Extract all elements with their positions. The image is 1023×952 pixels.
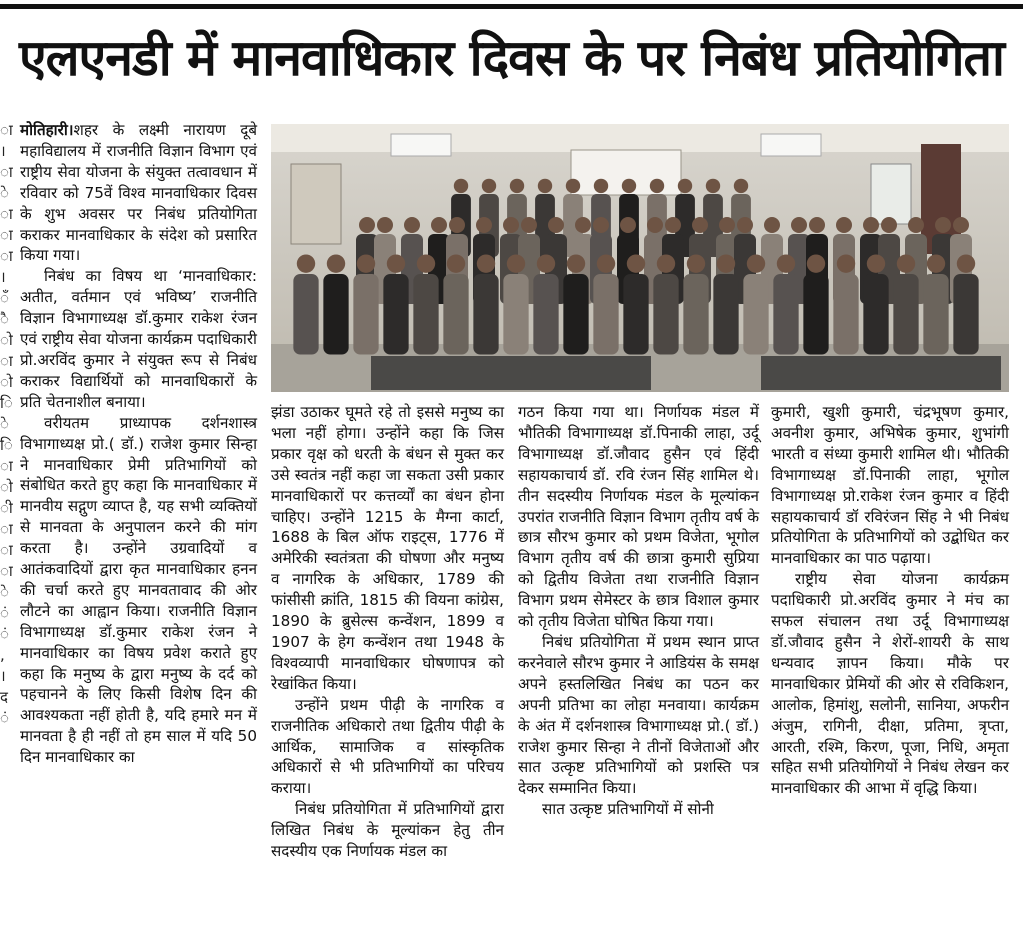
person-head xyxy=(447,254,465,272)
person-head xyxy=(719,217,735,233)
article-column-2 xyxy=(271,402,504,950)
person-head xyxy=(327,254,345,272)
person-head xyxy=(734,179,748,193)
bleed-char: ो xyxy=(0,373,13,391)
person-figure xyxy=(893,274,918,355)
person-head xyxy=(809,217,825,233)
person-figure xyxy=(803,274,828,355)
person-head xyxy=(935,217,951,233)
person-figure xyxy=(683,274,708,355)
person-head xyxy=(807,254,825,272)
bleed-char: े xyxy=(0,184,9,202)
person-head xyxy=(431,217,447,233)
bleed-char: ा xyxy=(0,457,13,475)
person-head xyxy=(717,254,735,272)
bleed-char: ा xyxy=(0,121,13,139)
person-head xyxy=(521,217,537,233)
person-head xyxy=(575,217,591,233)
bleed-char: । xyxy=(0,268,6,286)
bleed-char: ा xyxy=(0,205,13,223)
person-figure xyxy=(743,274,768,355)
article-column-4 xyxy=(771,402,1009,950)
person-head xyxy=(417,254,435,272)
bleed-char: ी xyxy=(0,499,13,517)
person-head xyxy=(476,217,492,233)
bleed-char: े xyxy=(0,583,9,601)
column-paragraph: निबंध प्रतियोगिता में प्रतिभागियों द्वारा लिखित निबंध के मूल्यांकन हेतु तीन सदस्यीय एक निर्णायक मंडल का xyxy=(271,800,504,861)
bleed-char: ा xyxy=(0,352,13,370)
person-head xyxy=(836,217,852,233)
person-figure xyxy=(623,274,648,355)
person-head xyxy=(622,179,636,193)
column-paragraph: राष्ट्रीय सेवा योजना कार्यक्रम पदाधिकारी प्रो.अरविंद कुमार ने मंच का सफल संचालन तथा उर्दू विभागाध्यक्ष डॉ.जौवाद हुसैन ने शेरों-शायरी के साथ धन्यवाद ज्ञापन किया। मौके पर मानवाधिकार प्रेमियों की ओर से रविकिशन, आलोक, हिमांशु, सलोनी, सानिया, अफरीन अंजुम, रागिनी, दीक्षा, प्रतिमा, त्रृप्ता, आरती, रश्मि, किरण, पूजा, निधि, अमृता सहित सभी प्रतियोगियों ने निबंध लेखन कर मानवाधिकार की आभा में वृद्धि किया। xyxy=(771,570,1009,798)
person-head xyxy=(507,254,525,272)
person-head xyxy=(548,217,564,233)
person-head xyxy=(737,217,753,233)
person-figure xyxy=(563,274,588,355)
person-head xyxy=(791,217,807,233)
person-head xyxy=(665,217,681,233)
column-paragraph: कुमारी, खुशी कुमारी, चंद्रभूषण कुमार, अवनीश कुमार, अभिषेक कुमार, शुभांगी भारती व संध्या कुमारी शामिल थी। भौतिकी विभागाध्यक्ष डॉ.पिनाकी लाहा, भूगोल विभागाध्यक्ष प्रो.राकेश रंजन कुमार व हिंदी सहायकाचार्य डॉ रविरंजन सिंह ने भी निबंध प्रतियोगिता के प्रतिभागियों को उद्बोधित कर मानवाधिकार का पाठ पढ़ाया। xyxy=(771,403,1009,568)
person-head xyxy=(867,254,885,272)
person-head xyxy=(566,179,580,193)
column-paragraph: झंडा उठाकर घूमते रहे तो इससे मनुष्य का भला नहीं होगा। उन्होंने कहा कि जिस प्रकार वृक्ष को धरती के बंधन से मुक्त कर उसे स्वतंत्र नहीं कहा जा सकता उसी प्रकार मानवाधिकारों पर कत्तर्व्यों का बंधन होना चाहिए। उन्होंने 1215 के मैग्ना कार्टा, 1688 के बिल ऑफ राइट्स, 1776 में अमेरिकी स्वतंत्रता की घोषणा और मनुष्य व नागरिक के अधिकार, 1789 की फांसीसी क्रांति, 1815 की वियना कांग्रेस, 1890 के ब्रुसेल्स कन्वेंशन, 1899 व 1907 के हेग कन्वेंशन तथा 1948 के विश्वव्यापी मानवाधिकार घोषणापत्र को रेखांकित किया। xyxy=(271,403,504,693)
person-head xyxy=(908,217,924,233)
person-head xyxy=(359,217,375,233)
person-head xyxy=(503,217,519,233)
person-head xyxy=(647,217,663,233)
person-head xyxy=(387,254,405,272)
person-head xyxy=(777,254,795,272)
person-figure xyxy=(923,274,948,355)
person-figure xyxy=(323,274,348,355)
bleed-char: ि xyxy=(0,436,13,454)
person-head xyxy=(477,254,495,272)
person-figure xyxy=(353,274,378,355)
bleed-char: ा xyxy=(0,226,13,244)
bleed-char: ै xyxy=(0,310,9,328)
headline: एलएनडी में मानवाधिकार दिवस के पर निबंध प्रतियोगिता xyxy=(19,29,1004,87)
person-head xyxy=(593,217,609,233)
bleed-char: ा xyxy=(0,541,13,559)
person-figure xyxy=(413,274,438,355)
bleed-char: ा xyxy=(0,562,13,580)
top-rule xyxy=(0,4,1023,9)
person-head xyxy=(297,254,315,272)
person-head xyxy=(863,217,879,233)
person-head xyxy=(837,254,855,272)
column-paragraph: गठन किया गया था। निर्णायक मंडल में भौतिकी विभागाध्यक्ष डॉ.पिनाकी लाहा, उर्दू विभागाध्यक्ष डॉ.जौवाद हुसैन एवं हिंदी सहायकाचार्य डॉ. रवि रंजन सिंह शामिल थे। तीन सदस्यीय निर्णायक मंडल के मूल्यांकन उपरांत राजनीति विज्ञान विभाग तृतीय वर्ष के छात्र सौरभ कुमार को प्रथम विजेता, भूगोल विभाग तृतीय वर्ष की छात्रा कुमारी सुप्रिया को द्वितीय विजेता तथा राजनीति विज्ञान विभाग प्रथम सेमेस्टर के छात्र विशाल कुमार को तृतीय विजेता घोषित किया गया। xyxy=(518,403,759,631)
person-head xyxy=(957,254,975,272)
bleed-char: ं xyxy=(0,604,9,622)
person-head xyxy=(454,179,468,193)
person-head xyxy=(597,254,615,272)
bleed-char: , xyxy=(0,646,5,664)
person-head xyxy=(650,179,664,193)
person-head xyxy=(567,254,585,272)
bleed-char: ो xyxy=(0,331,13,349)
person-figure xyxy=(383,274,408,355)
person-figure xyxy=(443,274,468,355)
person-head xyxy=(537,254,555,272)
bleed-char: ँ xyxy=(0,289,9,307)
person-head xyxy=(687,254,705,272)
person-head xyxy=(510,179,524,193)
person-head xyxy=(927,254,945,272)
person-figure xyxy=(863,274,888,355)
person-head xyxy=(706,179,720,193)
bleed-char: ो xyxy=(0,478,13,496)
person-figure xyxy=(653,274,678,355)
column-paragraph: उन्होंने प्रथम पीढ़ी के नागरिक व राजनीतिक अधिकारो तथा द्वितीय पीढ़ी के आर्थिक, सामाजिक व सांस्कृतिक अधिकारों से भी प्रतिभागियों का परिचय कराया। xyxy=(271,695,504,798)
person-head xyxy=(594,179,608,193)
bleed-char: ं xyxy=(0,709,9,727)
column-paragraph: निबंध का विषय था ‘मानवाधिकार: अतीत, वर्तमान एवं भविष्य’ राजनीति विज्ञान विभागाध्यक्ष डॉ.कुमार राकेश रंजन एवं राष्ट्रीय सेवा योजना कार्यक्रम पदाधिकारी प्रो.अरविंद कुमार ने संयुक्त रूप से निबंध कराकर विद्यार्थियों को मानवाधिकारों के प्रति चेतनाशील बनाया। xyxy=(20,267,257,411)
bleed-char: ा xyxy=(0,163,13,181)
column-paragraph: निबंध प्रतियोगिता में प्रथम स्थान प्राप्त करनेवाले सौरभ कुमार ने आडियंस के समक्ष अपने हस्तलिखित निबंध का पठन कर अपनी प्रतिभा का लोहा मनवाया। कार्यक्रम के अंत में दर्शनशास्त्र विभागाध्यक्ष प्रो.( डॉ.) राजेश कुमार सिन्हा ने तीनों विजेताओं और सात उत्कृष्ट प्रतिभागियों को प्रशस्ति पत्र देकर सम्मानित किया। xyxy=(518,632,759,798)
person-head xyxy=(897,254,915,272)
column-paragraph: शहर के लक्ष्मी नारायण दूबे महाविद्यालय में राजनीति विज्ञान विभाग एवं राष्ट्रीय सेवा योजना के संयुक्त तत्वावधान में रविवार को 75वें विश्व मानवाधिकार दिवस के शुभ अवसर पर निबंध प्रतियोगिता कराकर मानवाधिकार के संदेश को प्रसारित किया गया। xyxy=(20,121,257,265)
person-figure xyxy=(593,274,618,355)
person-head xyxy=(449,217,465,233)
adjacent-article-fragment xyxy=(0,120,13,950)
person-figure xyxy=(473,274,498,355)
person-figure xyxy=(293,274,318,355)
person-head xyxy=(627,254,645,272)
person-figure xyxy=(833,274,858,355)
person-head xyxy=(953,217,969,233)
person-head xyxy=(881,217,897,233)
person-head xyxy=(764,217,780,233)
person-head xyxy=(620,217,636,233)
column-paragraph: सात उत्कृष्ट प्रतिभागियों में सोनी xyxy=(542,800,714,819)
bleed-char: । xyxy=(0,142,6,160)
person-head xyxy=(678,179,692,193)
person-figure xyxy=(503,274,528,355)
dateline: मोतिहारी। xyxy=(20,121,74,139)
person-head xyxy=(482,179,496,193)
person-head xyxy=(747,254,765,272)
bleed-char: ं xyxy=(0,625,9,643)
person-head xyxy=(357,254,375,272)
bleed-char: द xyxy=(0,688,8,706)
person-head xyxy=(657,254,675,272)
person-figure xyxy=(953,274,978,355)
person-head xyxy=(692,217,708,233)
article-column-1 xyxy=(20,120,257,950)
person-figure xyxy=(773,274,798,355)
person-head xyxy=(377,217,393,233)
person-head xyxy=(404,217,420,233)
person-head xyxy=(538,179,552,193)
bleed-char: ि xyxy=(0,394,13,412)
person-figure xyxy=(533,274,558,355)
person-figure xyxy=(713,274,738,355)
bleed-char: ा xyxy=(0,520,13,538)
bleed-char: । xyxy=(0,667,6,685)
column-paragraph: वरीयतम प्राध्यापक दर्शनशास्त्र विभागाध्यक्ष प्रो.( डॉ.) राजेश कुमार सिन्हा ने मानवाधिकार प्रेमी प्रतिभागियों को संबोधित करते हुए कहा कि मानवाधिकार में मानवीय सद्गुण व्याप्त है, यह सभी व्यक्तियों से मानवता के अनुपालन करने की मांग करता है। उन्होंने उग्रवादियों व आतंकवादियों द्वारा कृत मानवाधिकार हनन की चर्चा करते हुए मानवतावाद की ओर लौटने का आह्वान किया। राजनीति विज्ञान विभागाध्यक्ष डॉ.कुमार राकेश रंजन ने मानवाधिकार का विषय प्रवेश कराते हुए कहा कि मनुष्य के द्वारा मनुष्य के दर्द को पहचानने के लिए किसी विशेष दिन की आवश्यकता नहीं होती है, यदि हमारे मन में मानवता है ही नहीं तो हम साल में यदि 50 दिन मानवाधिकार का xyxy=(20,413,257,767)
bleed-char: े xyxy=(0,415,9,433)
article-column-3 xyxy=(518,402,759,950)
event-group-photo xyxy=(271,124,1009,392)
bleed-char: ा xyxy=(0,247,13,265)
